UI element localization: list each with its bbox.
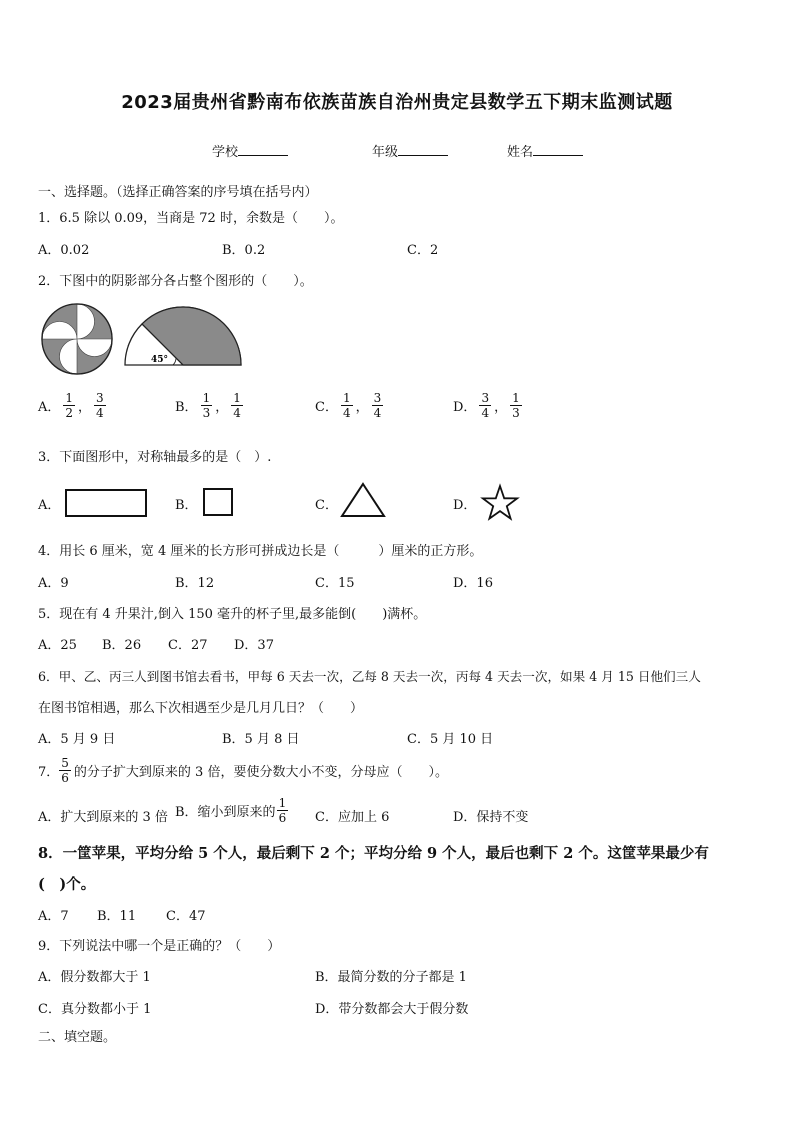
name-field[interactable] [507, 141, 583, 160]
q9-option-a[interactable]: A．假分数都大于 1 [38, 970, 151, 985]
section-1-heading: 一、选择题。（选择正确答案的序号填在括号内） [38, 185, 318, 200]
q4-option-d[interactable]: D．16 [453, 576, 493, 591]
q4-option-c[interactable]: C．15 [315, 576, 355, 591]
q3-option-b-label[interactable]: B． [175, 498, 198, 513]
q6-option-c[interactable]: C．5 月 10 日 [407, 732, 494, 747]
q5-option-a[interactable]: A．25 [38, 638, 77, 653]
q2-option-b[interactable]: B． $\frac{1}{3}$ ， $\frac{1}{4}$ [175, 391, 241, 420]
q5-stem: 5．现在有 4 升果汁,倒入 150 毫升的杯子里,最多能倒( )满杯。 [38, 607, 427, 622]
q2-option-c[interactable]: C． $\frac{1}{4}$ ， $\frac{3}{4}$ [315, 391, 382, 420]
q9-option-b[interactable]: B．最简分数的分子都是 1 [315, 970, 467, 985]
page-title: 2023届贵州省黔南布依族苗族自治州贵定县数学五下期末监测试题 [121, 92, 673, 113]
q6-option-b[interactable]: B．5 月 8 日 [222, 732, 300, 747]
grade-field[interactable] [372, 141, 448, 160]
q2-stem: 2．下图中的阴影部分各占整个图形的（ ）。 [38, 274, 313, 289]
q5-option-d[interactable]: D．37 [234, 638, 274, 653]
q3-triangle-shape [340, 482, 386, 518]
q2-semicircle-figure [123, 305, 243, 367]
q3-option-a-label[interactable]: A． [38, 498, 61, 513]
q1-option-b[interactable]: B．0.2 [222, 243, 266, 258]
q1-option-a[interactable]: A．0.02 [38, 243, 90, 258]
q4-option-a[interactable]: A．9 [38, 576, 69, 591]
q1-stem: 1．6.5 除以 0.09，当商是 72 时，余数是（ ）。 [38, 211, 344, 226]
q8-stem-line1: 8．一筐苹果，平均分给 5 个人，最后剩下 2 个；平均分给 9 个人，最后也剩下 2 个。这筐苹果最少有 [38, 845, 709, 862]
q7-option-a[interactable]: A．扩大到原来的 3 倍 [38, 810, 168, 825]
grade-label: 年级 [372, 145, 399, 160]
q4-stem: 4．用长 6 厘米，宽 4 厘米的长方形可拼成边长是（ ）厘米的正方形。 [38, 544, 483, 559]
q7-option-d[interactable]: D．保持不变 [453, 810, 529, 825]
school-label: 学校 [212, 145, 239, 160]
q3-star-shape [481, 484, 519, 522]
school-field[interactable] [212, 141, 288, 160]
q2-circle-figure [40, 303, 114, 375]
q6-option-a[interactable]: A．5 月 9 日 [38, 732, 116, 747]
q5-option-c[interactable]: C．27 [168, 638, 208, 653]
q8-option-c[interactable]: C．47 [166, 909, 206, 924]
q9-option-d[interactable]: D．带分数都会大于假分数 [315, 1002, 469, 1017]
name-label: 姓名 [507, 145, 534, 160]
q2-option-d[interactable]: D． $\frac{3}{4}$ ， $\frac{1}{3}$ [453, 391, 520, 420]
q7-stem: 7． $\frac{5}{6}$ 的分子扩大到原来的 3 倍，要使分数大小不变，分母应（ ）。 [38, 756, 448, 785]
grade-blank[interactable] [398, 143, 448, 156]
q8-option-a[interactable]: A．7 [38, 909, 69, 924]
q1-option-c[interactable]: C．2 [407, 243, 439, 258]
q7-option-b[interactable]: B．缩小到原来的 $\frac{1}{6}$ [175, 796, 287, 825]
q9-stem: 9．下列说法中哪一个是正确的？（ ） [38, 939, 281, 954]
q3-option-d-label[interactable]: D． [453, 498, 477, 513]
q5-option-b[interactable]: B．26 [102, 638, 142, 653]
q8-option-b[interactable]: B．11 [97, 909, 137, 924]
q9-option-c[interactable]: C．真分数都小于 1 [38, 1002, 152, 1017]
q3-rectangle-shape [65, 489, 147, 517]
q8-stem-line2: ( )个。 [38, 876, 96, 893]
school-blank[interactable] [238, 143, 288, 156]
q3-stem: 3．下面图形中，对称轴最多的是（ ）. [38, 450, 272, 465]
name-blank[interactable] [533, 143, 583, 156]
q6-stem-line2: 在图书馆相遇，那么下次相遇至少是几月几日？（ ） [38, 701, 364, 716]
q3-option-c-label[interactable]: C． [315, 498, 338, 513]
q4-option-b[interactable]: B．12 [175, 576, 215, 591]
q2-angle-label: 45° [151, 355, 169, 365]
section-2-heading: 二、填空题。 [38, 1030, 117, 1045]
q3-square-shape [203, 488, 233, 516]
q7-option-c[interactable]: C．应加上 6 [315, 810, 390, 825]
q6-stem-line1: 6．甲、乙、丙三人到图书馆去看书，甲每 6 天去一次，乙每 8 天去一次，丙每 4 天去一次，如果 4 月 15 日他们三人 [38, 669, 701, 684]
q2-option-a[interactable]: A． $\frac{1}{2}$ ， $\frac{3}{4}$ [38, 391, 104, 420]
